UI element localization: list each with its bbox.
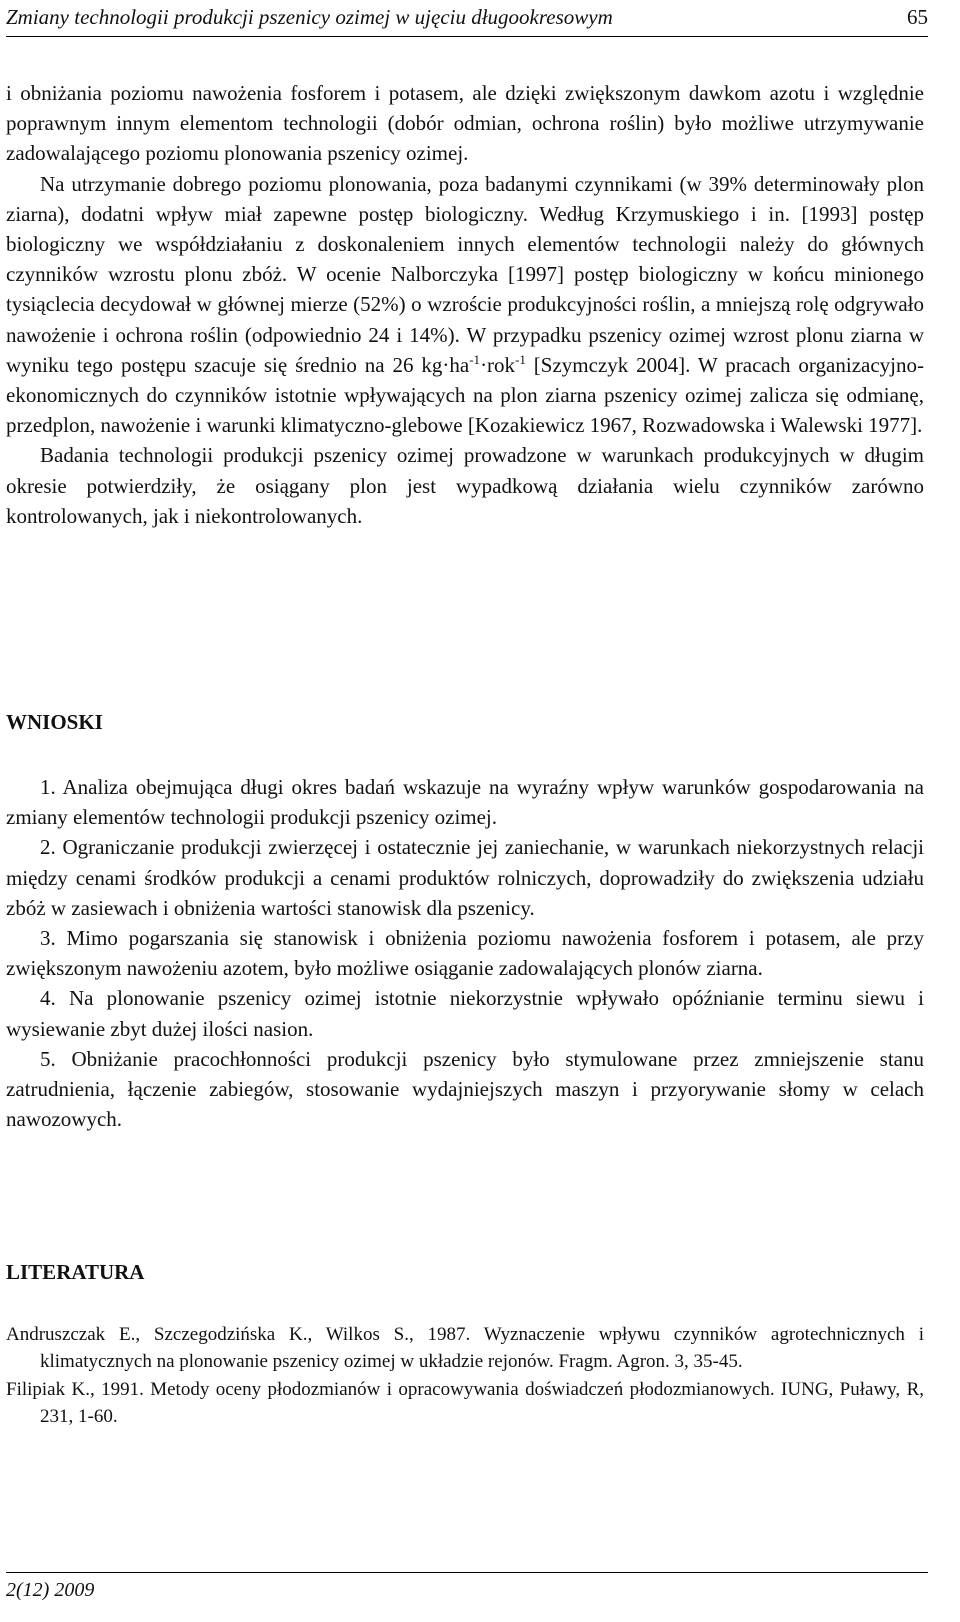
superscript: -1: [469, 351, 481, 367]
section-heading-references: LITERATURA: [6, 1260, 145, 1284]
reference-item: Filipiak K., 1991. Metody oceny płodozmianów i opracowywania doświadczeń płodozmianowych. IUNG, Puławy, R, 231, 1-60.: [6, 1379, 924, 1427]
paragraph-text: ·rok: [480, 352, 516, 377]
section-heading-conclusions: WNIOSKI: [6, 710, 103, 734]
body-paragraph: Badania technologii produkcji pszenicy ozimej prowadzone w warunkach produkcyjnych w długim okresie potwierdziły, że osiągany plon jest wypadkową działania wielu czynników zarówno kontrolowanych, jak i niekontrolowanych.: [6, 443, 924, 528]
reference-item: Andruszczak E., Szczegodzińska K., Wilkos S., 1987. Wyznaczenie wpływu czynników agrotechnicznych i klimatycznych na plonowanie pszenicy ozimej w układzie rejonów. Fragm. Agron. 3, 35-45.: [6, 1324, 924, 1372]
conclusion-item: 2. Ograniczanie produkcji zwierzęcej i ostatecznie jej zaniechanie, w warunkach niekorzystnych relacji między cenami środków produkcji a cenami produktów rolniczych, doprowadziły do zwiększenia udziału zbóż w zasiewach i obniżenia wartości stanowisk dla pszenicy.: [6, 835, 924, 920]
conclusion-item: 3. Mimo pogarszania się stanowisk i obniżenia poziomu nawożenia fosforem i potasem, ale przy zwiększonym nawożeniu azotem, było możliwe osiąganie zadowalających plonów ziarna.: [6, 926, 924, 981]
footer: [6, 1572, 928, 1602]
conclusion-item: 4. Na plonowanie pszenicy ozimej istotnie niekorzystnie wpływało opóźnianie terminu siewu i wysiewanie zbyt dużej ilości nasion.: [6, 986, 924, 1041]
references-list: [6, 1322, 924, 1432]
running-header: [6, 0, 928, 37]
superscript: -1: [515, 351, 526, 367]
page-number: 65: [907, 5, 928, 29]
conclusion-item: 5. Obniżanie pracochłonności produkcji pszenicy było stymulowane przez zmniejszenie stanu zatrudnienia, łączenie zabiegów, stosowanie wydajniejszych maszyn i przyorywanie słomy w celach nawozowych.: [6, 1046, 924, 1132]
conclusion-item: 1. Analiza obejmująca długi okres badań wskazuje na wyraźny wpływ warunków gospodarowania na zmiany elementów technologii produkcji pszenicy ozimej.: [6, 775, 924, 830]
body-paragraph: i obniżania poziomu nawożenia fosforem i potasem, ale dzięki zwiększonym dawkom azotu i względnie poprawnym innym elementom technologii (dobór odmian, ochrona roślin) było możliwe utrzymywanie zadowalającego poziomu plonowania pszenicy ozimej.: [6, 81, 924, 166]
conclusions-list: [6, 772, 924, 1134]
body-paragraph: [6, 169, 924, 441]
body-text: [6, 78, 924, 531]
paragraph-text: Na utrzymanie dobrego poziomu plonowania, poza badanymi czynnikami (w 39% determinowały plon ziarna), dodatni wpływ miał zapewne postęp biologiczny. Według Krzymuskiego i in. [1993] postęp biologiczny we współdziałaniu z doskonaleniem innych elementów technologii należy do głównych czynników wzrostu plonu zbóż. W ocenie Nalborczyka [1997] postęp biologiczny w końcu minionego tysiąclecia decydował w głównej mierze (52%) o wzroście produkcyjności roślin, a mniejszą rolę odgrywało nawożenie i ochrona roślin (odpowiednio 24 i 14%). W przypadku pszenicy ozimej wzrost plonu ziarna w wyniku tego postępu szacuje się średnio na 26 kg·ha: [6, 171, 924, 377]
running-title: Zmiany technologii produkcji pszenicy ozimej w ujęciu długookresowym: [6, 5, 613, 29]
paragraph-text: [Szymczyk 2004]. W pracach organizacyjno-ekonomicznych do czynników istotnie wpływających na plon ziarna pszenicy ozimej zalicza się odmianę, przedplon, nawożenie i warunki klimatyczno-glebowe [Kozakiewicz 1967, Rozwadowska i Walewski 1977].: [6, 352, 924, 438]
issue-number: 2(12) 2009: [6, 1579, 95, 1601]
